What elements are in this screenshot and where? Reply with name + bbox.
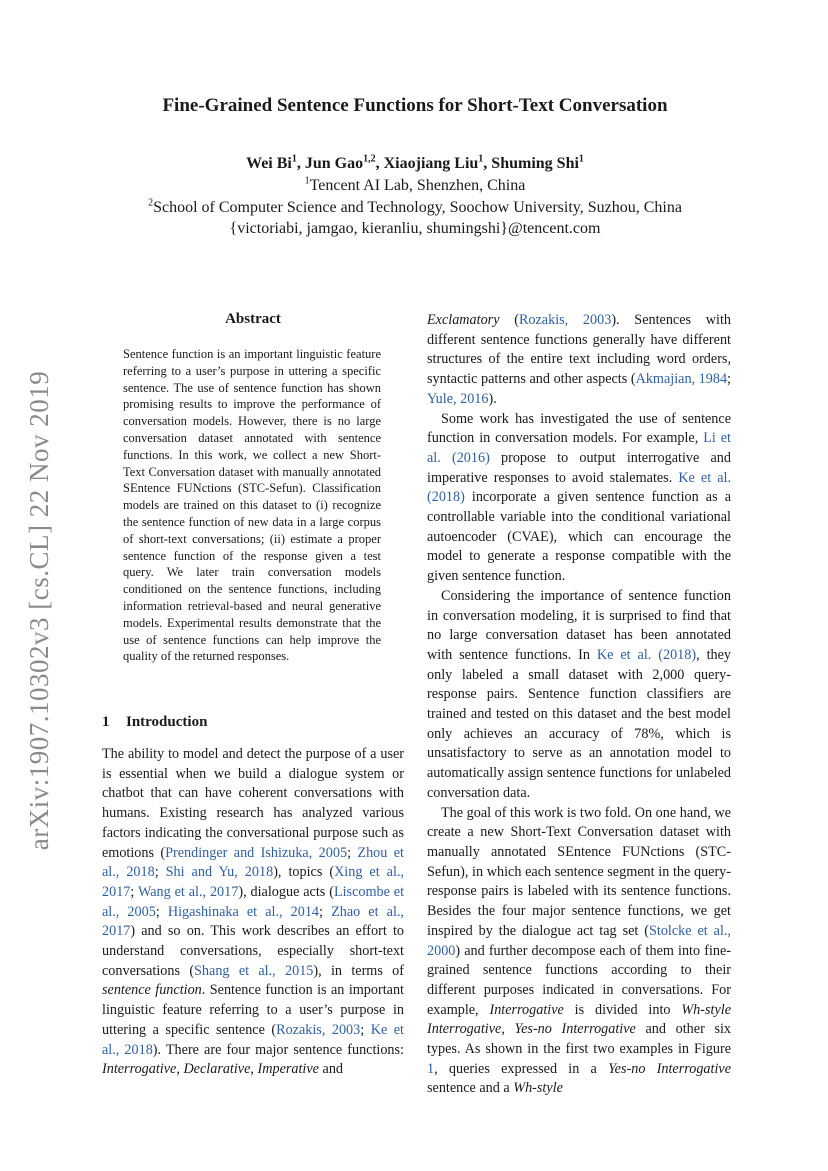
author: Jun Gao$^{1,2}$ bbox=[304, 153, 376, 172]
body-text: , bbox=[176, 1061, 184, 1078]
author-list: Wei Bi$^1$, Jun Gao$^{1,2}$, Xiaojiang Liu$^1$, Shuming Shi$^1$ bbox=[246, 153, 584, 172]
body-text: ), in terms of bbox=[313, 962, 404, 979]
paragraph bbox=[427, 311, 731, 410]
body-text: is divided into bbox=[563, 1001, 682, 1018]
citation-link[interactable]: Wang et al., 2017 bbox=[137, 883, 239, 900]
citation-link[interactable]: Shang et al., 2015 bbox=[194, 962, 314, 979]
emphasis-text: Wh-style Interrogative bbox=[427, 1001, 731, 1038]
emphasis-text: Yes-no Interrogative bbox=[608, 1060, 731, 1077]
arxiv-identifier-stamp bbox=[20, 360, 60, 860]
body-text: and other six types. As shown in the first two examples in Figure bbox=[427, 1021, 732, 1058]
body-text: propose to output interrogative and imperative responses to avoid stalemates. bbox=[427, 449, 731, 486]
citation-link[interactable]: Yule, 2016 bbox=[427, 390, 489, 407]
citation-link[interactable]: Higashinaka et al., 2014 bbox=[167, 903, 320, 920]
citation-link[interactable]: Prendinger and Ishizuka, 2005 bbox=[165, 844, 348, 861]
citation-link[interactable]: Rozakis, 2003 bbox=[518, 312, 612, 328]
emphasis-text: Interrogative bbox=[102, 1061, 177, 1078]
affiliation-1: $^1$Tencent AI Lab, Shenzhen, China bbox=[304, 175, 526, 194]
citation-link[interactable]: Liscombe et al., 2005 bbox=[102, 883, 405, 920]
paper-title: Fine-Grained Sentence Functions for Short-Text Conversation bbox=[162, 95, 668, 116]
emphasis-text: Imperative bbox=[257, 1061, 319, 1078]
citation-link[interactable]: Ke et al. (2018) bbox=[427, 469, 731, 506]
body-text: ; bbox=[347, 844, 358, 861]
citation-link[interactable]: Rozakis, 2003 bbox=[276, 1021, 361, 1038]
body-text: The ability to model and detect the purpose of a user is essential when we build a dialogue system or chatbot that can have coherent conversations with humans. Existing research has analyzed various factors indicating the conversational purpose such as emotions ( bbox=[102, 746, 404, 861]
paragraph bbox=[427, 804, 731, 1100]
body-text: , bbox=[501, 1021, 515, 1038]
paragraph bbox=[427, 587, 731, 804]
author-emails: {victoriabi, jamgao, kieranliu, shumingshi}@tencent.com bbox=[229, 220, 601, 237]
citation-link[interactable]: Akmajian, 1984 bbox=[635, 371, 728, 388]
body-text: The goal of this work is two fold. On one hand, we create a new Short-Text Conversation dataset with manually annotated SEntence FUNctions (STC-Sefun), in which each sentence segment in the query-response pairs is labeled with its sentence functions. Besides the four major sentence functions, we get inspired by the dialogue act tag set ( bbox=[427, 804, 731, 939]
body-text: . Sentence function is an important linguistic feature referring to a user’s purpose in uttering a specific sentence ( bbox=[102, 982, 404, 1038]
body-text: incorporate a given sentence function as a controllable variable into the conditional variational autoencoder (CVAE), which can encourage the model to generate a response compatible with the given sentence function. bbox=[427, 489, 731, 585]
body-text: Some work has investigated the use of sentence function in conversation models. For example, bbox=[427, 410, 731, 447]
emphasis-text: sentence function bbox=[102, 982, 202, 999]
body-text: ). bbox=[488, 390, 497, 407]
citation-link[interactable]: Li et al. (2016) bbox=[427, 430, 731, 466]
section-heading-introduction: 1 Introduction bbox=[102, 714, 208, 730]
citation-link[interactable]: 1 bbox=[427, 1060, 435, 1077]
body-text: ), topics ( bbox=[273, 864, 335, 881]
body-text: ; bbox=[155, 903, 168, 920]
citation-link[interactable]: Zhao et al., 2017 bbox=[102, 903, 404, 940]
abstract-text: Sentence function is an important linguistic feature referring to a user’s purpose in uttering a specific sentence. The use of sentence function has shown promising results to improve the performance of conversation models. However, there is no large conversation dataset annotated with sentence functions. In this work, we collect a new Short-Text Conversation dataset with manually annotated SEntence FUNctions (STC-Sefun). Classification models are trained on this dataset to (i) recognize the sentence function of new data in a large corpus of short-text conversations; (ii) estimate a proper sentence function of the response given a test query. We later train conversation models conditioned on the sentence functions, including information retrieval-based and neural generative models. Experimental results demonstrate that the use of sentence functions can help improve the quality of the returned responses. bbox=[123, 347, 381, 664]
body-text: sentence and a bbox=[427, 1080, 514, 1097]
body-text: ). Sentences with different sentence functions generally have different structures of the entire text including word orders, syntactic patterns and other aspects ( bbox=[427, 312, 731, 388]
emphasis-text: Wh-style bbox=[513, 1080, 563, 1097]
citation-link[interactable]: Ke et al., 2018 bbox=[102, 1021, 404, 1058]
intro-right-column bbox=[427, 311, 731, 1099]
affiliation-2: $^2$School of Computer Science and Technology, Soochow University, Suzhou, China bbox=[148, 197, 682, 216]
citation-link[interactable]: Xing et al., 2017 bbox=[102, 864, 404, 900]
body-text: , they only labeled a small dataset with 2,000 query-response pairs. Sentence function classifiers are trained and tested on this dataset and the best model only achieves an accuracy of 78%, which is unsatisfactory to serve as an annotation model to automatically assign sentence functions for unlabeled conversation data. bbox=[427, 646, 731, 801]
body-text: ) and further decompose each of them into fine-grained sentence functions according to their different purposes indicated in conversations. For example, bbox=[427, 942, 731, 1018]
emphasis-text: Exclamatory bbox=[427, 312, 500, 328]
abstract-heading: Abstract bbox=[225, 311, 281, 327]
author: Wei Bi$^1$ bbox=[246, 153, 297, 172]
emphasis-text: Declarative bbox=[183, 1061, 251, 1078]
body-text: , bbox=[250, 1061, 258, 1078]
body-text: ) and so on. This work describes an effort to understand conversations, especially short-text conversations ( bbox=[102, 923, 404, 979]
body-text: and bbox=[318, 1061, 344, 1078]
body-text: ; bbox=[130, 883, 138, 900]
citation-link[interactable]: Shi and Yu, 2018 bbox=[165, 864, 274, 881]
citation-link[interactable]: Stolcke et al., 2000 bbox=[427, 922, 731, 959]
body-text: ; bbox=[727, 371, 731, 388]
emphasis-text: Interrogative bbox=[489, 1001, 564, 1018]
citation-link[interactable]: Ke et al. (2018) bbox=[596, 646, 697, 663]
body-text: Considering the importance of sentence function in conversation modeling, it is surprised to find that no large conversation dataset has been annotated with sentence functions. In bbox=[427, 587, 731, 663]
intro-left-column bbox=[102, 745, 404, 1080]
body-text: ( bbox=[499, 312, 519, 328]
body-text: ; bbox=[360, 1021, 371, 1038]
body-text: ), dialogue acts ( bbox=[238, 883, 334, 900]
author: Xiaojiang Liu$^1$ bbox=[383, 153, 484, 172]
citation-link[interactable]: Zhou et al., 2018 bbox=[102, 844, 404, 881]
arxiv-id[interactable]: arXiv:1907.10302v3 [cs.CL] 22 Nov 2019 bbox=[24, 370, 55, 850]
author: Shuming Shi$^1$ bbox=[491, 153, 584, 172]
body-text: ; bbox=[319, 903, 332, 920]
paragraph bbox=[102, 745, 404, 1080]
body-text: ). There are four major sentence functions: bbox=[152, 1041, 404, 1058]
body-text: , queries expressed in a bbox=[434, 1060, 609, 1077]
emphasis-text: Yes-no Interrogative bbox=[514, 1021, 636, 1038]
body-text: ; bbox=[154, 864, 166, 881]
paragraph bbox=[427, 410, 731, 587]
